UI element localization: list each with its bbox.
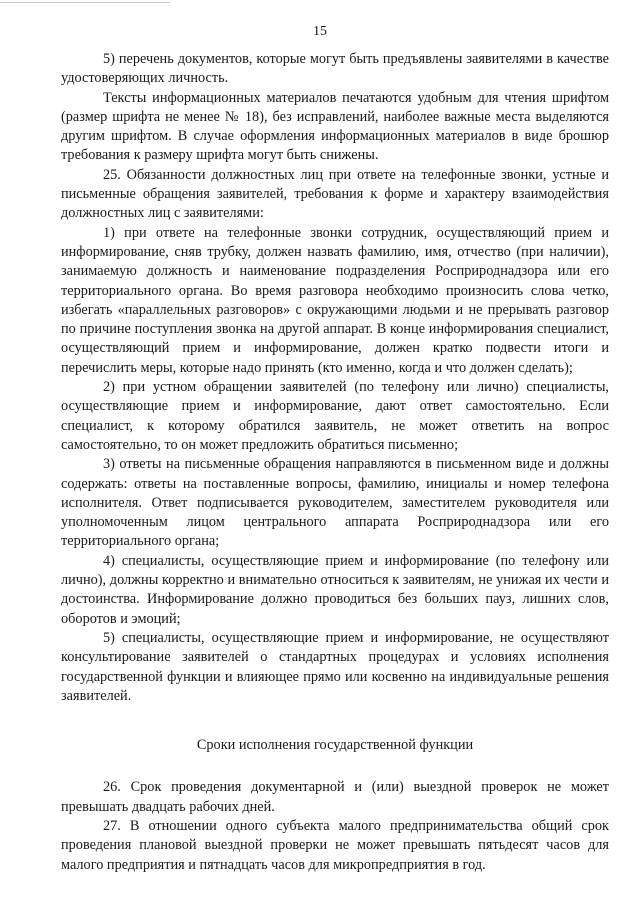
paragraph-27: 27. В отношении одного субъекта малого предпринимательства общий срок проведения плановой выездной проверки не может превышать пятьдесят часов для малого предприятия и пятнадцать часов для микропредприятия в год. [61, 817, 609, 873]
paragraph-25-item-4: 4) специалисты, осуществляющие прием и информирование (по телефону или лично), должны корректно и внимательно относиться к заявителям, не унижая их чести и достоинства. Информирование должно проводиться без больших пауз, лишних слов, оборотов и эмоций; [61, 552, 609, 627]
paragraph-25-item-5: 5) специалисты, осуществляющие прием и информирование, не осуществляют консультирование заявителей о стандартных процедурах и условиях исполнения государственной функции и влияющее прямо или косвенно на индивидуальные решения заявителей. [61, 629, 609, 704]
paragraph-font-requirements: Тексты информационных материалов печатаются удобным для чтения шрифтом (размер шрифта не менее № 18), без исправлений, наиболее важные места выделяются другим шрифтом. В случае оформления информационных материалов в виде брошюр требования к размеру шрифта могут быть снижены. [61, 89, 609, 164]
paragraph-25-item-2: 2) при устном обращении заявителей (по телефону или лично) специалисты, осуществляющие прием и информирование, дают ответ самостоятельно. Если специалист, к которому обратился заявитель, не может ответить на вопрос самостоятельно, то он может предложить обратиться письменно; [61, 379, 609, 453]
paragraph-25-duties: 25. Обязанности должностных лиц при ответе на телефонные звонки, устные и письменные обращения заявителей, требования к форме и характеру взаимодействия должностных лиц с заявителями: [61, 166, 609, 222]
scan-edge-line [0, 2, 170, 3]
page-number: 15 [313, 24, 327, 39]
document-body [61, 50, 609, 875]
paragraph-26: 26. Срок проведения документарной и (или) выездной проверок не может превышать двадцать рабочих дней. [61, 779, 609, 815]
paragraph-25-item-3: 3) ответы на письменные обращения направляются в письменном виде и должны содержать: ответы на поставленные вопросы, фамилию, инициалы и номер телефона исполнителя. Ответ подписывается руководителем, заместителем руководителя или уполномоченным лицом центрального аппарата Росприроднадзора или его территориального органа; [61, 456, 609, 550]
paragraph-25-item-1: 1) при ответе на телефонные звонки сотрудник, осуществляющий прием и информирование, сняв трубку, должен назвать фамилию, имя, отчество (при наличии), занимаемую должность и наименование подразделения Росприроднадзора или его территориального органа. Во время разговора необходимо произносить слова четко, избегать «параллельных разговоров» с окружающими людьми и не прерывать разговор по причине поступления звонка на другой аппарат. В конце информирования специалист, осуществляющий прием и информирование, должен кратко подвести итоги и перечислить меры, которые надо принять (кто именно, когда и что должен сделать); [61, 224, 609, 376]
section-heading: Сроки исполнения государственной функции [196, 737, 474, 754]
paragraph-5-documents: 5) перечень документов, которые могут быть предъявлены заявителями в качестве удостоверяющих личность. [61, 51, 609, 87]
